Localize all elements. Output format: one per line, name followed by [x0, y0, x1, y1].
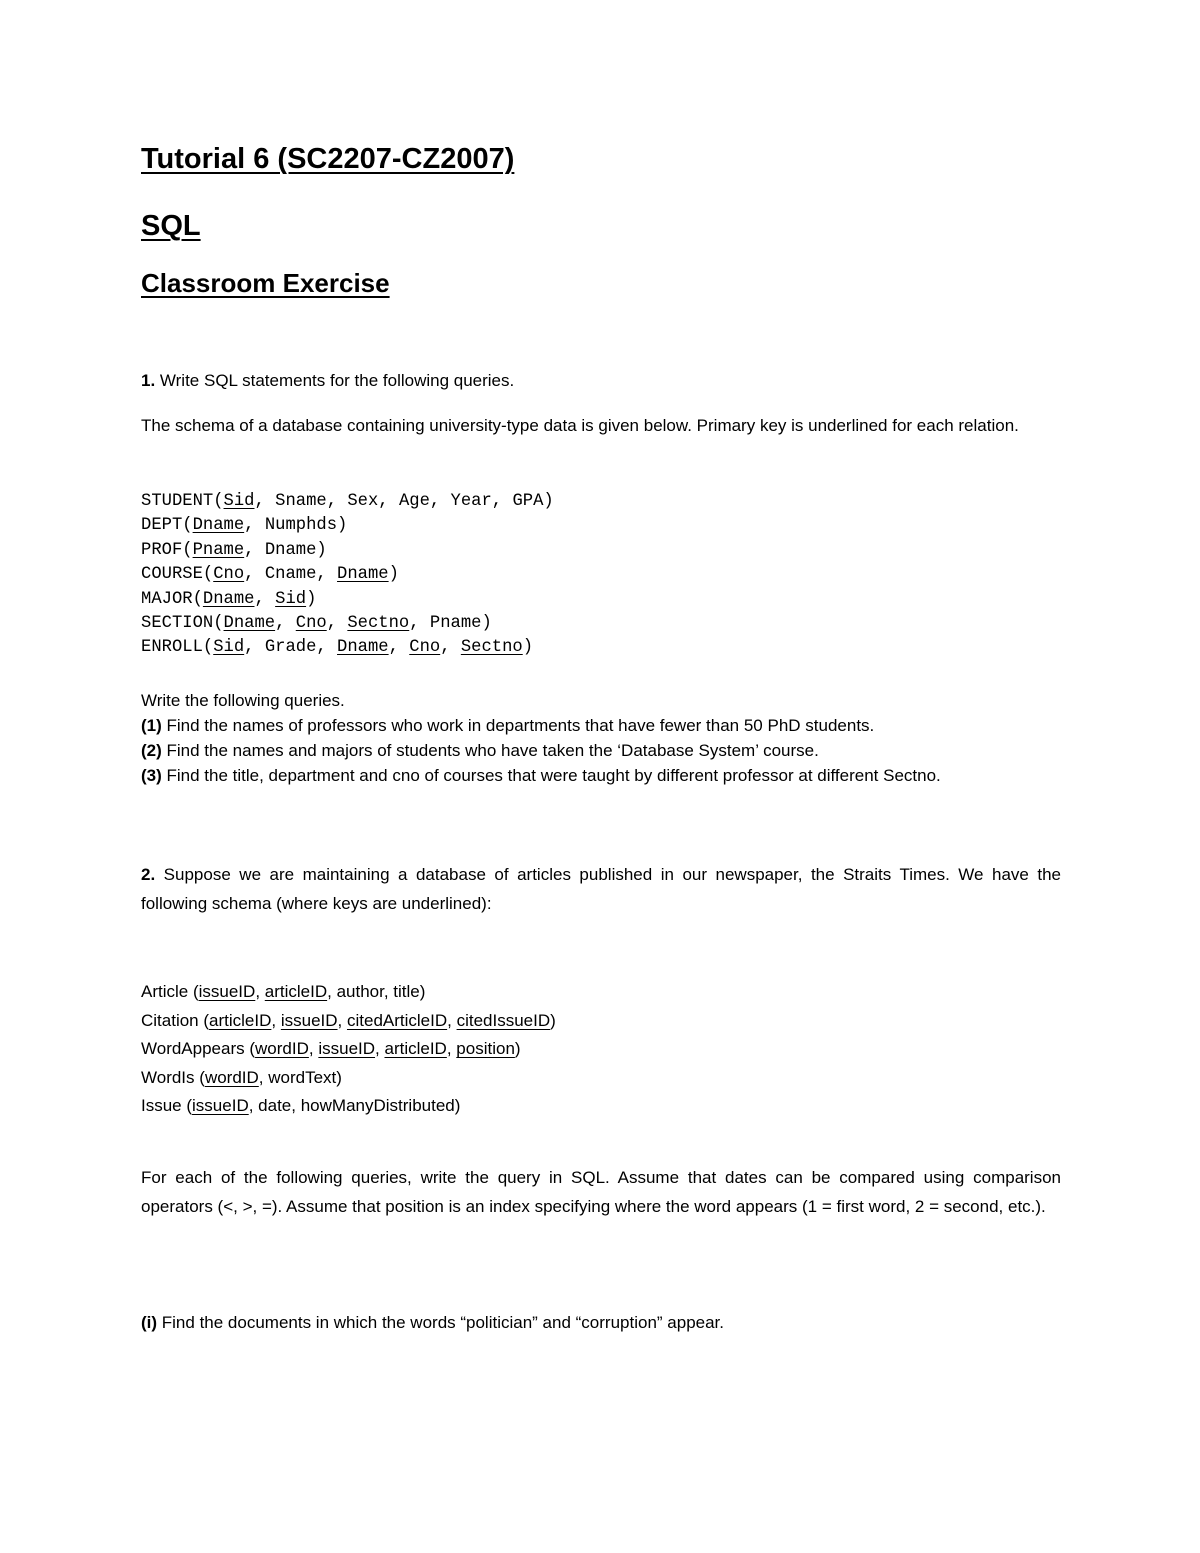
key-attribute: Cno — [213, 565, 245, 585]
key-attribute: issueID — [318, 1039, 376, 1059]
key-attribute: articleID — [264, 982, 328, 1001]
q2-subquery — [141, 1310, 1061, 1335]
relation-prof: PROF(Pname, Dname) — [141, 540, 327, 560]
key-attribute: Sectno — [460, 638, 523, 658]
attribute: GPA — [512, 492, 544, 511]
attribute: Pname — [429, 614, 482, 634]
relation-name: ENROLL — [141, 638, 203, 658]
relation-issue: Issue (issueID, date, howManyDistributed) — [141, 1096, 461, 1116]
university-schema — [141, 490, 554, 661]
key-attribute: Sid — [223, 492, 255, 511]
q1-text: Write SQL statements for the following queries. — [155, 371, 515, 390]
relation-article: Article (issueID, articleID, author, title) — [141, 982, 426, 1001]
relation-citation: Citation (articleID, issueID, citedArticleID, citedIssueID) — [141, 1010, 556, 1030]
attribute: author — [336, 982, 384, 1001]
relation-name: Issue — [141, 1096, 182, 1116]
attribute: Cname — [264, 565, 317, 585]
attribute: Sex — [347, 492, 379, 511]
section-heading: Classroom Exercise — [141, 268, 390, 298]
attribute: Year — [450, 492, 492, 511]
relation-name: STUDENT — [141, 492, 214, 511]
key-attribute: citedArticleID — [346, 1010, 448, 1030]
q1-number: 1. — [141, 371, 156, 390]
query-1: (1) Find the names of professors who work in departments that have fewer than 50 PhD students. — [141, 716, 875, 735]
attribute: Sname — [275, 492, 327, 511]
attribute: date — [258, 1096, 292, 1116]
q2-instructions: For each of the following queries, write the query in SQL. Assume that dates can be compared using comparison operators (<, >, =). Assume that position is an index specifying where the word appears (1 = first word, 2 = second, etc.). — [141, 1168, 1061, 1216]
relation-name: COURSE — [141, 565, 203, 585]
key-attribute: issueID — [192, 1096, 249, 1116]
relation-major: MAJOR(Dname, Sid) — [141, 589, 317, 609]
key-attribute: citedIssueID — [456, 1010, 551, 1030]
key-attribute: articleID — [209, 1010, 272, 1030]
attribute: Numphds — [264, 516, 338, 536]
key-attribute: Sid — [213, 638, 245, 658]
attribute: Age — [398, 492, 430, 511]
key-attribute: Dname — [337, 565, 389, 585]
attribute: Grade — [264, 638, 317, 658]
relation-name: MAJOR — [141, 589, 193, 609]
subquery-label: (i) — [141, 1313, 158, 1332]
q1-schema-intro: The schema of a database containing university-type data is given below. Primary key is underlined for each relation. — [141, 416, 1019, 435]
key-attribute: articleID — [384, 1039, 447, 1059]
key-attribute: Dname — [223, 614, 276, 634]
key-attribute: Sectno — [347, 614, 410, 634]
query-2: (2) Find the names and majors of students who have taken the ‘Database System’ course. — [141, 741, 819, 760]
relation-name: Citation — [141, 1010, 199, 1030]
key-attribute: issueID — [198, 982, 256, 1001]
key-attribute: issueID — [280, 1010, 338, 1030]
newspaper-schema — [141, 978, 556, 1121]
q2-prompt — [141, 861, 1061, 918]
relation-dept: DEPT(Dname, Numphds) — [141, 516, 348, 536]
relation-course: COURSE(Cno, Cname, Dname) — [141, 565, 399, 585]
query-3: (3) Find the title, department and cno of courses that were taught by different professor at different Sectno. — [141, 766, 941, 785]
relation-name: PROF — [141, 540, 183, 560]
key-attribute: Cno — [409, 638, 441, 658]
attribute: title — [393, 982, 420, 1001]
q1-queries — [141, 688, 1061, 788]
relation-wordis: WordIs (wordID, wordText) — [141, 1067, 342, 1087]
relation-name: WordIs — [141, 1067, 195, 1087]
key-attribute: wordID — [204, 1067, 259, 1087]
subject-heading: SQL — [141, 210, 201, 242]
relation-name: Article — [141, 982, 189, 1001]
relation-name: WordAppears — [141, 1039, 245, 1059]
q2-number: 2. — [141, 865, 156, 884]
key-attribute: Dname — [337, 638, 389, 658]
queries-intro: Write the following queries. — [141, 691, 345, 710]
relation-name: SECTION — [141, 614, 214, 634]
attribute: Dname — [264, 540, 317, 560]
page-title: Tutorial 6 (SC2207-CZ2007) — [141, 143, 515, 175]
key-attribute: position — [456, 1039, 515, 1059]
relation-wordappears: WordAppears (wordID, issueID, articleID, position) — [141, 1039, 521, 1059]
relation-section: SECTION(Dname, Cno, Sectno, Pname) — [141, 614, 492, 634]
q1-prompt — [141, 368, 1061, 393]
relation-name: DEPT — [141, 516, 183, 536]
q2-text: Suppose we are maintaining a database of articles published in our newspaper, the Straits Times. We have the following schema (where keys are underlined): — [141, 865, 1061, 913]
key-attribute: Dname — [202, 589, 255, 609]
key-attribute: wordID — [255, 1039, 309, 1059]
subquery-text: Find the documents in which the words “politician” and “corruption” appear. — [157, 1313, 725, 1332]
attribute: howManyDistributed — [300, 1096, 455, 1116]
attribute: wordText — [268, 1067, 337, 1087]
key-attribute: Cno — [295, 614, 327, 634]
relation-enroll: ENROLL(Sid, Grade, Dname, Cno, Sectno) — [141, 638, 534, 658]
key-attribute: Sid — [275, 589, 307, 609]
key-attribute: Dname — [192, 516, 245, 536]
key-attribute: Pname — [192, 540, 245, 560]
relation-student: STUDENT(Sid, Sname, Sex, Age, Year, GPA) — [141, 492, 554, 511]
